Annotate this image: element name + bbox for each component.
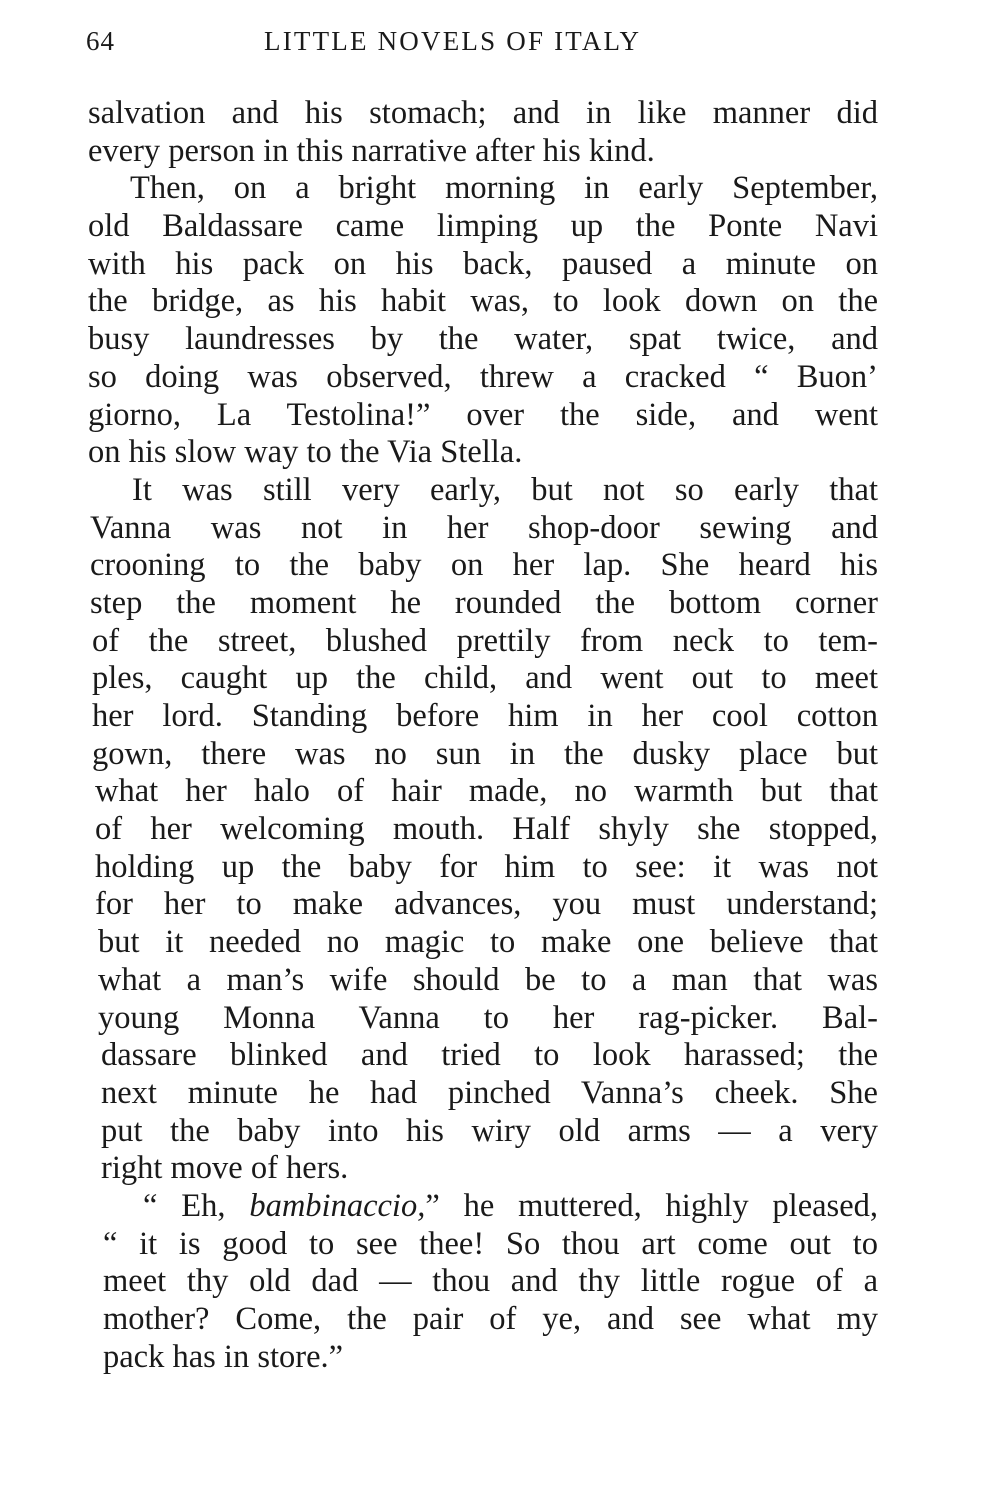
text-line: put the baby into his wiry old arms — a very [101, 1112, 878, 1149]
text-line: of her welcoming mouth. Half shyly she stopped, [95, 811, 878, 848]
running-title: LITTLE NOVELS OF ITALY [264, 26, 642, 56]
text-line: but it needed no magic to make one believe that [98, 924, 878, 961]
quote-close: ” he muttered, highly pleased, [425, 1187, 879, 1224]
text-line: ples, caught up the child, and went out to meet [92, 660, 878, 697]
text-line: on his slow way to the Via Stella. [88, 434, 523, 471]
text-line: mother? Come, the pair of ye, and see what my [103, 1301, 878, 1337]
text-line: with his pack on his back, paused a minute on [88, 245, 878, 282]
text-line: It was still very early, but not so early that [132, 471, 878, 508]
text-line: meet thy old dad — thou and thy little rogue of a [103, 1263, 878, 1300]
text-line: for her to make advances, you must understand; [95, 886, 878, 923]
text-line: so doing was observed, threw a cracked “ Buon’ [88, 358, 878, 395]
text-line: holding up the baby for him to see: it was not [95, 848, 878, 885]
text-line: her lord. Standing before him in her cool cotton [92, 698, 878, 734]
text-line: dassare blinked and tried to look harassed; the [101, 1037, 878, 1074]
text-line: what her halo of hair made, no warmth but that [95, 773, 878, 810]
text-line: what a man’s wife should be to a man that was [98, 961, 878, 998]
text-line: Vanna was not in her shop-door sewing and [90, 509, 878, 546]
text-line: next minute he had pinched Vanna’s cheek. She [101, 1074, 878, 1111]
running-head [86, 26, 876, 66]
text-line: giorno, La Testolina!” over the side, and went [88, 396, 878, 433]
text-line: every person in this narrative after his kind. [88, 132, 655, 169]
body-text [88, 95, 878, 1376]
text-line: Then, on a bright morning in early September, [130, 170, 878, 207]
text-line: crooning to the baby on her lap. She heard his [90, 547, 878, 584]
text-line: pack has in store.” [103, 1338, 344, 1375]
text-line: right move of hers. [101, 1150, 349, 1187]
text-line: busy laundresses by the water, spat twice, and [88, 321, 878, 358]
text-line: old Baldassare came limping up the Ponte Navi [88, 208, 878, 245]
italic-word: bambinaccio, [249, 1187, 426, 1224]
text-line [101, 1188, 878, 1226]
text-line: gown, there was no sun in the dusky place but [92, 735, 878, 772]
text-line: young Monna Vanna to her rag-picker. Bal- [98, 999, 878, 1036]
text-line: salvation and his stomach; and in like manner did [88, 95, 878, 131]
text-line: “ it is good to see thee! So thou art come out to [103, 1225, 878, 1262]
page-number: 64 [86, 26, 115, 56]
text-line: the bridge, as his habit was, to look down on the [88, 283, 878, 320]
quote-open: “ Eh, [143, 1187, 250, 1224]
text-line: step the moment he rounded the bottom corner [90, 584, 878, 621]
text-line: of the street, blushed prettily from neck to tem- [92, 622, 878, 659]
